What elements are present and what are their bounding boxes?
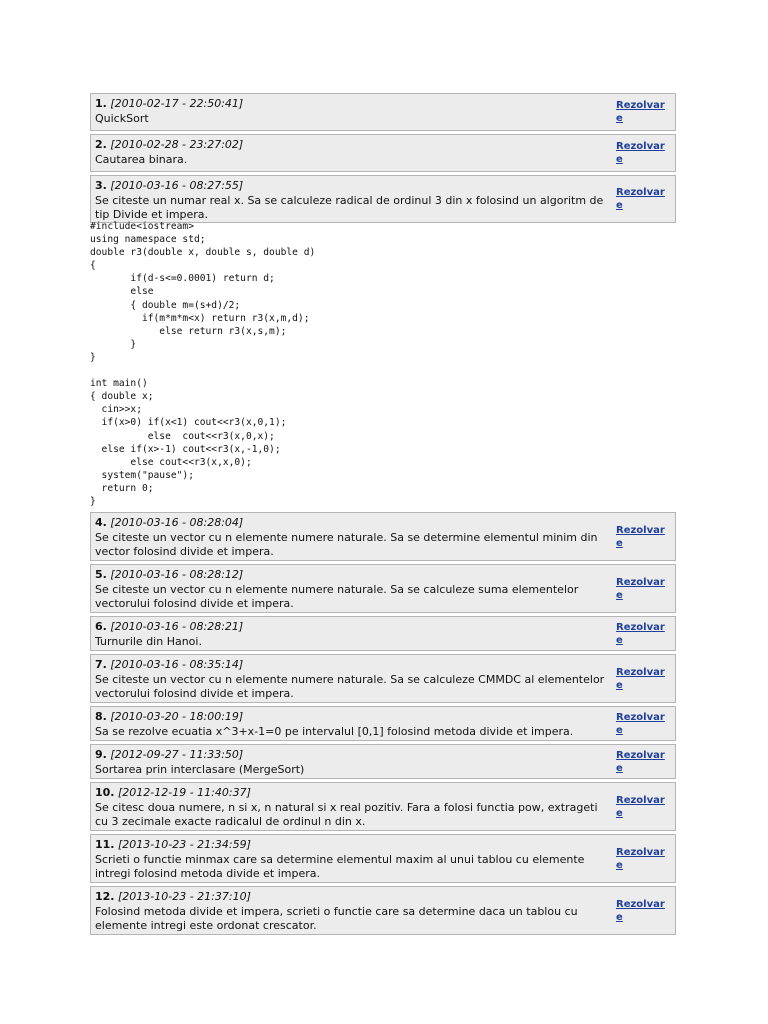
problem-content <box>91 565 613 612</box>
problem-number: 4. <box>95 516 107 529</box>
solution-link[interactable]: Rezolvare <box>616 187 665 211</box>
solution-link[interactable]: Rezolvare <box>616 749 665 774</box>
problem-date: [2010-03-16 - 08:28:04] <box>110 516 244 529</box>
problem-row <box>90 175 676 223</box>
problem-content <box>91 513 613 560</box>
problem-number: 11. <box>95 838 115 851</box>
solution-cell <box>613 565 675 612</box>
solution-link[interactable]: Rezolvare <box>616 621 665 646</box>
problem-content <box>91 783 613 830</box>
problem-content <box>91 94 613 130</box>
solution-code: #include<iostream> using namespace std; double r3(double x, double s, double d) { if(d-s<=0.0001) return d; else { double m=(s+d)/2; if(m*m*m<x) return r3(x,m,d); else return r3(x,s,m); } } int main() { double x; cin>>x; if(x>0) if(x<1) cout<<r3(x,0,1); else cout<<r3(x,0,x); else if(x>-1) cout<<r3(x,-1,0); else cout<<r3(x,x,0); system("pause"); return 0; } <box>90 221 316 507</box>
problem-row <box>90 93 676 131</box>
problem-row <box>90 744 676 779</box>
problem-row <box>90 564 676 613</box>
problem-title: Se citeste un vector cu n elemente numere naturale. Sa se determine elementul minim din vector folosind divide et impera. <box>95 530 598 558</box>
problem-number: 7. <box>95 658 107 671</box>
problem-title: Sortarea prin interclasare (MergeSort) <box>95 762 305 776</box>
solution-link[interactable]: Rezolvare <box>616 898 665 923</box>
solution-cell <box>613 745 675 778</box>
problem-content <box>91 655 613 702</box>
problem-date: [2012-09-27 - 11:33:50] <box>110 748 244 761</box>
problem-date: [2010-02-28 - 23:27:02] <box>110 138 244 151</box>
solution-link[interactable]: Rezolvare <box>616 576 665 601</box>
solution-link[interactable]: Rezolvare <box>616 794 665 819</box>
problem-date: [2010-03-16 - 08:35:14] <box>110 658 244 671</box>
problem-list-bottom <box>90 512 676 935</box>
problem-title: Turnurile din Hanoi. <box>95 634 202 648</box>
problem-content <box>91 617 613 650</box>
problem-title: QuickSort <box>95 111 149 125</box>
problem-content <box>91 707 613 740</box>
problem-title: Se citeste un vector cu n elemente numere naturale. Sa se calculeze CMMDC al elementelor vectorului folosind divide et impera. <box>95 672 605 700</box>
problem-row <box>90 706 676 741</box>
solution-cell <box>613 513 675 560</box>
solution-cell <box>613 887 675 934</box>
problem-row <box>90 834 676 883</box>
problem-title: Sa se rezolve ecuatia x^3+x-1=0 pe intervalul [0,1] folosind metoda divide et impera. <box>95 724 574 738</box>
solution-link[interactable]: Rezolvare <box>616 846 665 871</box>
problem-date: [2010-03-16 - 08:28:12] <box>110 568 244 581</box>
problem-title: Folosind metoda divide et impera, scrieti o functie care sa determine daca un tablou cu elemente intregi este ordonat crescator. <box>95 904 578 932</box>
problem-content <box>91 835 613 882</box>
solution-link[interactable]: Rezolvare <box>616 711 665 736</box>
problem-date: [2010-02-17 - 22:50:41] <box>110 97 244 110</box>
solution-cell <box>613 655 675 702</box>
solution-cell <box>613 135 675 171</box>
solution-cell <box>613 707 675 740</box>
problem-number: 9. <box>95 748 107 761</box>
problem-number: 2. <box>95 138 107 151</box>
problem-number: 1. <box>95 97 107 110</box>
problem-content <box>91 745 613 778</box>
problem-content <box>91 135 613 171</box>
problem-date: [2010-03-16 - 08:27:55] <box>110 179 244 192</box>
problem-list-top <box>90 93 676 223</box>
problem-date: [2012-12-19 - 11:40:37] <box>118 786 251 799</box>
problem-number: 3. <box>95 179 107 192</box>
problem-row <box>90 886 676 935</box>
solution-cell <box>613 783 675 830</box>
problem-row <box>90 616 676 651</box>
solution-cell <box>613 617 675 650</box>
solution-cell <box>613 94 675 130</box>
problem-title: Scrieti o functie minmax care sa determine elementul maxim al unui tablou cu elemente intregi folosind metoda divide et impera. <box>95 852 585 880</box>
problem-number: 12. <box>95 890 115 903</box>
solution-link[interactable]: Rezolvare <box>616 524 665 549</box>
problem-date: [2010-03-20 - 18:00:19] <box>110 710 244 723</box>
problem-date: [2013-10-23 - 21:37:10] <box>118 890 251 903</box>
problem-row <box>90 782 676 831</box>
problem-date: [2013-10-23 - 21:34:59] <box>118 838 251 851</box>
problem-row <box>90 654 676 703</box>
problem-content <box>91 887 613 934</box>
solution-link[interactable]: Rezolvare <box>616 666 665 691</box>
problem-title: Cautarea binara. <box>95 152 188 166</box>
problem-title: Se citeste un vector cu n elemente numere naturale. Sa se calculeze suma elementelor vectorului folosind divide et impera. <box>95 582 579 610</box>
problem-number: 8. <box>95 710 107 723</box>
problem-number: 5. <box>95 568 107 581</box>
problem-title: Se citesc doua numere, n si x, n natural si x real pozitiv. Fara a folosi functia pow, extrageti cu 3 zecimale exacte radicalul de ordinul n din x. <box>95 800 598 828</box>
solution-cell <box>613 835 675 882</box>
problem-row <box>90 512 676 561</box>
solution-cell <box>613 176 675 222</box>
solution-link[interactable]: Rezolvare <box>616 141 665 165</box>
problem-row <box>90 134 676 172</box>
problem-content <box>91 176 613 222</box>
problem-date: [2010-03-16 - 08:28:21] <box>110 620 244 633</box>
problem-title: Se citeste un numar real x. Sa se calculeze radical de ordinul 3 din x folosind un algoritm de tip Divide et impera. <box>95 193 604 221</box>
solution-link[interactable]: Rezolvare <box>616 100 665 124</box>
problem-number: 6. <box>95 620 107 633</box>
problem-number: 10. <box>95 786 115 799</box>
